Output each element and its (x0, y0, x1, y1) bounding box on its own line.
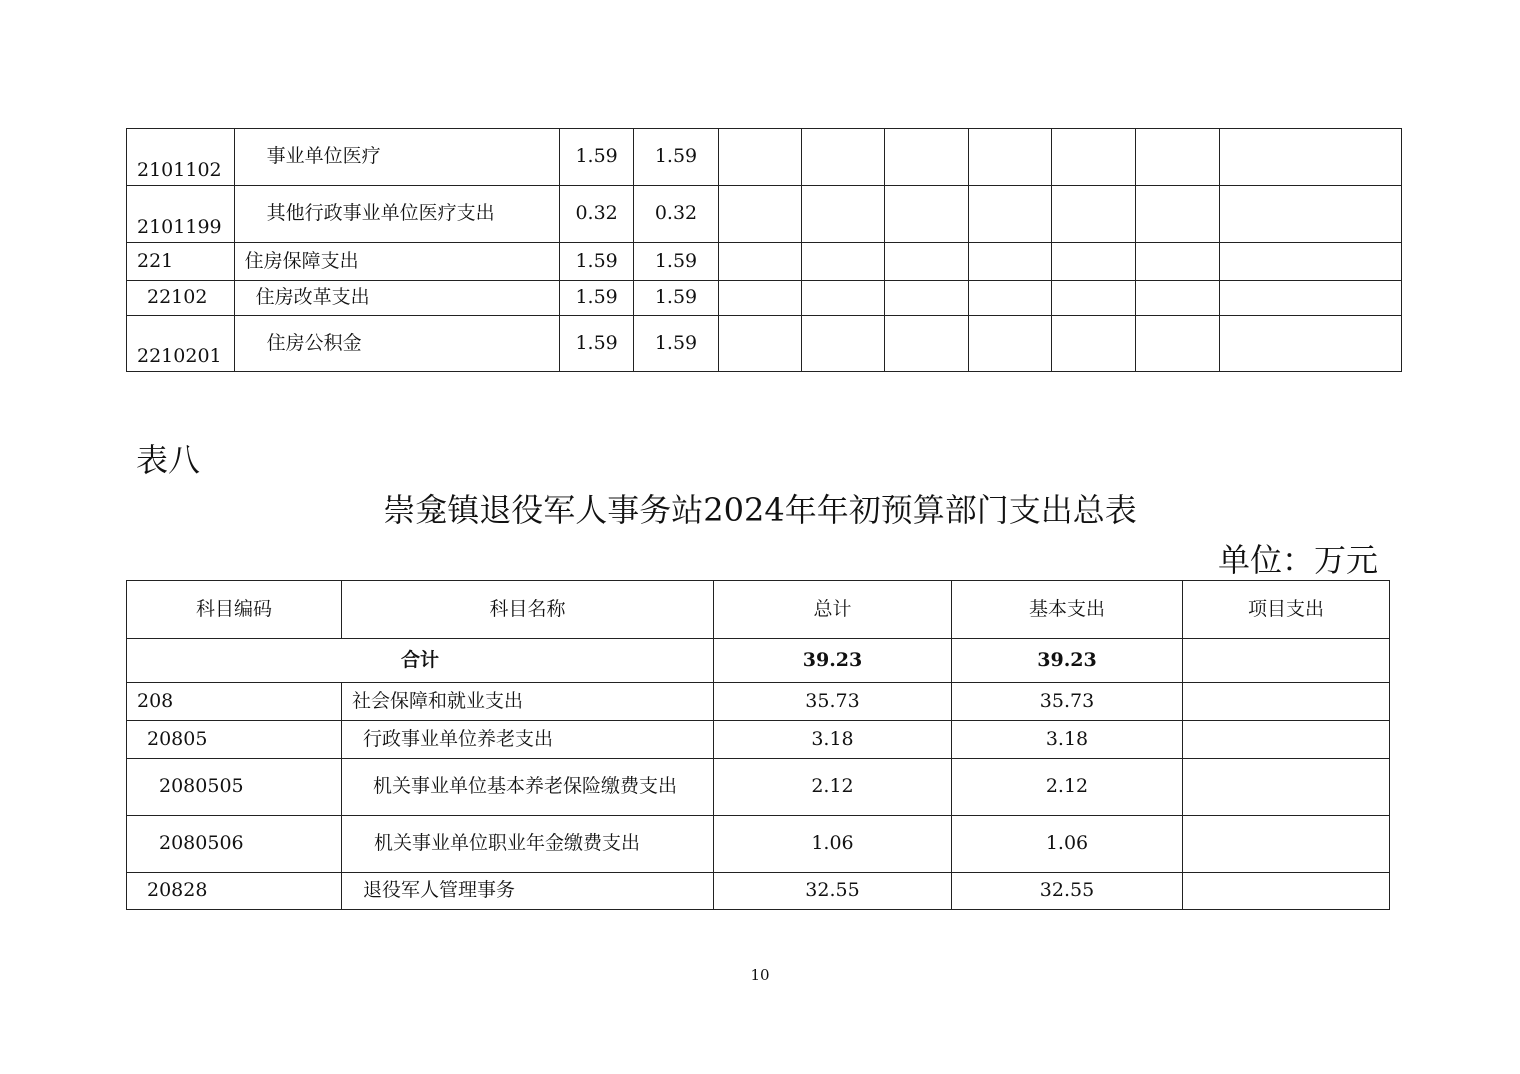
empty-cell (884, 129, 968, 186)
empty-cell (1052, 281, 1136, 316)
subject-name: 住房公积金 (234, 316, 559, 372)
empty-cell (1219, 316, 1401, 372)
empty-cell (969, 186, 1052, 243)
empty-cell (1219, 243, 1401, 281)
total-value: 32.55 (714, 873, 952, 910)
summary-row (127, 639, 1390, 683)
table-row (127, 721, 1390, 759)
table-row (127, 129, 1402, 186)
empty-cell (801, 243, 884, 281)
header-subject-code: 科目编码 (127, 581, 342, 639)
subject-code: 2080505 (127, 759, 342, 816)
empty-cell (1219, 129, 1401, 186)
table-label: 表八 (136, 441, 201, 479)
project-value (1183, 721, 1390, 759)
department-expenditure-table (126, 580, 1390, 910)
table-row (127, 759, 1390, 816)
table-row (127, 683, 1390, 721)
project-value (1183, 683, 1390, 721)
table-row (127, 186, 1402, 243)
unit-label: 单位：万元 (1217, 541, 1378, 579)
total-value: 35.73 (714, 683, 952, 721)
subject-code: 22102 (127, 281, 235, 316)
summary-total: 39.23 (714, 639, 952, 683)
table-row (127, 281, 1402, 316)
empty-cell (1052, 316, 1136, 372)
basic-value: 1.59 (634, 243, 718, 281)
basic-value: 1.06 (952, 816, 1183, 873)
empty-cell (801, 186, 884, 243)
subject-code: 2101102 (127, 129, 235, 186)
subject-name: 机关事业单位基本养老保险缴费支出 (342, 759, 714, 816)
empty-cell (1219, 281, 1401, 316)
total-value: 3.18 (714, 721, 952, 759)
total-value: 1.06 (714, 816, 952, 873)
subject-name: 机关事业单位职业年金缴费支出 (342, 816, 714, 873)
empty-cell (884, 243, 968, 281)
header-subject-name: 科目名称 (342, 581, 714, 639)
basic-value: 0.32 (634, 186, 718, 243)
total-value: 1.59 (559, 281, 634, 316)
empty-cell (718, 186, 801, 243)
subject-code: 2101199 (127, 186, 235, 243)
subject-name: 住房改革支出 (234, 281, 559, 316)
basic-value: 32.55 (952, 873, 1183, 910)
subject-code: 2210201 (127, 316, 235, 372)
empty-cell (801, 316, 884, 372)
empty-cell (1136, 316, 1219, 372)
empty-cell (1219, 186, 1401, 243)
basic-value: 35.73 (952, 683, 1183, 721)
total-value: 2.12 (714, 759, 952, 816)
basic-value: 3.18 (952, 721, 1183, 759)
continued-expenditure-table (126, 128, 1402, 372)
subject-name: 住房保障支出 (234, 243, 559, 281)
empty-cell (969, 316, 1052, 372)
empty-cell (801, 129, 884, 186)
project-value (1183, 759, 1390, 816)
summary-basic: 39.23 (952, 639, 1183, 683)
table-row (127, 873, 1390, 910)
total-value: 1.59 (559, 243, 634, 281)
summary-project (1183, 639, 1390, 683)
total-value: 0.32 (559, 186, 634, 243)
empty-cell (801, 281, 884, 316)
project-value (1183, 873, 1390, 910)
basic-value: 1.59 (634, 316, 718, 372)
basic-value: 2.12 (952, 759, 1183, 816)
empty-cell (1136, 243, 1219, 281)
empty-cell (884, 316, 968, 372)
empty-cell (884, 281, 968, 316)
header-project-expenditure: 项目支出 (1183, 581, 1390, 639)
empty-cell (1052, 243, 1136, 281)
subject-code: 20805 (127, 721, 342, 759)
page-number: 10 (750, 966, 770, 984)
subject-code: 20828 (127, 873, 342, 910)
empty-cell (884, 186, 968, 243)
subject-name: 退役军人管理事务 (342, 873, 714, 910)
subject-code: 208 (127, 683, 342, 721)
empty-cell (969, 243, 1052, 281)
empty-cell (718, 316, 801, 372)
empty-cell (718, 243, 801, 281)
total-value: 1.59 (559, 316, 634, 372)
header-basic-expenditure: 基本支出 (952, 581, 1183, 639)
table-row (127, 816, 1390, 873)
empty-cell (1052, 186, 1136, 243)
empty-cell (969, 129, 1052, 186)
basic-value: 1.59 (634, 281, 718, 316)
table-row (127, 243, 1402, 281)
project-value (1183, 816, 1390, 873)
subject-code: 2080506 (127, 816, 342, 873)
subject-name: 社会保障和就业支出 (342, 683, 714, 721)
basic-value: 1.59 (634, 129, 718, 186)
empty-cell (1136, 281, 1219, 316)
table-row (127, 316, 1402, 372)
empty-cell (969, 281, 1052, 316)
summary-label: 合计 (127, 639, 714, 683)
empty-cell (1136, 129, 1219, 186)
subject-code: 221 (127, 243, 235, 281)
subject-name: 事业单位医疗 (234, 129, 559, 186)
table-header-row (127, 581, 1390, 639)
empty-cell (718, 281, 801, 316)
subject-name: 行政事业单位养老支出 (342, 721, 714, 759)
empty-cell (1136, 186, 1219, 243)
subject-name: 其他行政事业单位医疗支出 (234, 186, 559, 243)
empty-cell (1052, 129, 1136, 186)
empty-cell (718, 129, 801, 186)
header-total: 总计 (714, 581, 952, 639)
page-title: 崇龛镇退役军人事务站2024年年初预算部门支出总表 (383, 491, 1137, 529)
total-value: 1.59 (559, 129, 634, 186)
